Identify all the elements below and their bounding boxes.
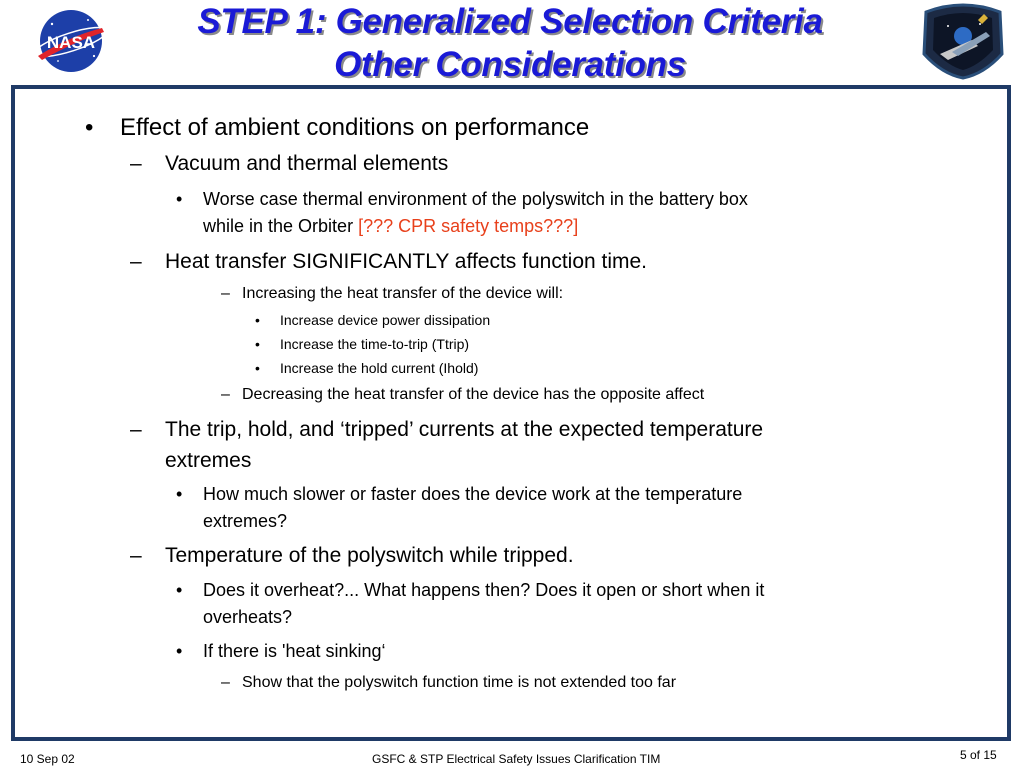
bullet-dash: – xyxy=(130,544,142,567)
bullet-dot: • xyxy=(255,360,260,376)
list-item: • Worse case thermal environment of the polyswitch in the battery box xyxy=(176,189,748,209)
list-item: – Decreasing the heat transfer of the device has the opposite affect xyxy=(221,386,705,403)
nasa-logo-text: NASA xyxy=(46,33,96,52)
list-item: – Temperature of the polyswitch while tripped. xyxy=(130,544,574,567)
bullet-dot: • xyxy=(176,484,183,504)
list-item: – Vacuum and thermal elements xyxy=(130,152,449,175)
bullet-dash: – xyxy=(130,250,142,273)
footer-date: 10 Sep 02 xyxy=(20,752,75,766)
list-item-continuation: extremes? xyxy=(203,511,288,531)
list-item: • Increase the time-to-trip (Ttrip) xyxy=(255,336,470,352)
mission-patch-icon xyxy=(918,2,1008,80)
bullet-dot: • xyxy=(255,336,260,352)
list-item: • Increase the hold current (Ihold) xyxy=(255,360,479,376)
footer-title: GSFC & STP Electrical Safety Issues Clarification TIM xyxy=(372,752,661,766)
highlight-text: [??? CPR safety temps???] xyxy=(358,216,579,236)
content-frame xyxy=(11,85,1011,741)
list-item: • If there is 'heat sinking‘ xyxy=(176,641,386,661)
slide-title xyxy=(110,0,910,86)
bullet-dash: – xyxy=(221,386,230,403)
list-item: – The trip, hold, and ‘tripped’ currents at the expected temperature xyxy=(130,418,764,441)
bullet-dash: – xyxy=(130,152,142,175)
bullet-dash: – xyxy=(221,674,230,691)
list-item-continuation: extremes xyxy=(165,449,252,472)
bullet-dot: • xyxy=(176,641,183,661)
list-item: • Effect of ambient conditions on performance xyxy=(85,114,590,141)
page-number: 5 of 15 xyxy=(960,748,997,762)
bullet-dash: – xyxy=(221,285,230,302)
bullet-dot: • xyxy=(176,580,183,600)
list-item: • Does it overheat?... What happens then? Does it open or short when it xyxy=(176,580,765,600)
list-item: – Show that the polyswitch function time is not extended too far xyxy=(221,674,677,691)
list-item: – Heat transfer SIGNIFICANTLY affects function time. xyxy=(130,250,648,273)
list-item: • Increase device power dissipation xyxy=(255,312,491,328)
bullet-dot: • xyxy=(176,189,183,209)
bullet-dash: – xyxy=(130,418,142,441)
nasa-meatball-logo-icon xyxy=(30,6,112,76)
title-line-1: STEP 1: Generalized Selection Criteria xyxy=(197,2,823,41)
list-item-continuation: overheats? xyxy=(203,607,293,627)
bullet-dot: • xyxy=(255,312,260,328)
title-line-2: Other Considerations xyxy=(334,45,686,84)
list-item-continuation: while in the Orbiter [??? CPR safety temps???] xyxy=(203,216,579,236)
list-item: – Increasing the heat transfer of the device will: xyxy=(221,285,564,302)
bullet-dot: • xyxy=(85,114,94,141)
list-item: • How much slower or faster does the device work at the temperature xyxy=(176,484,743,504)
